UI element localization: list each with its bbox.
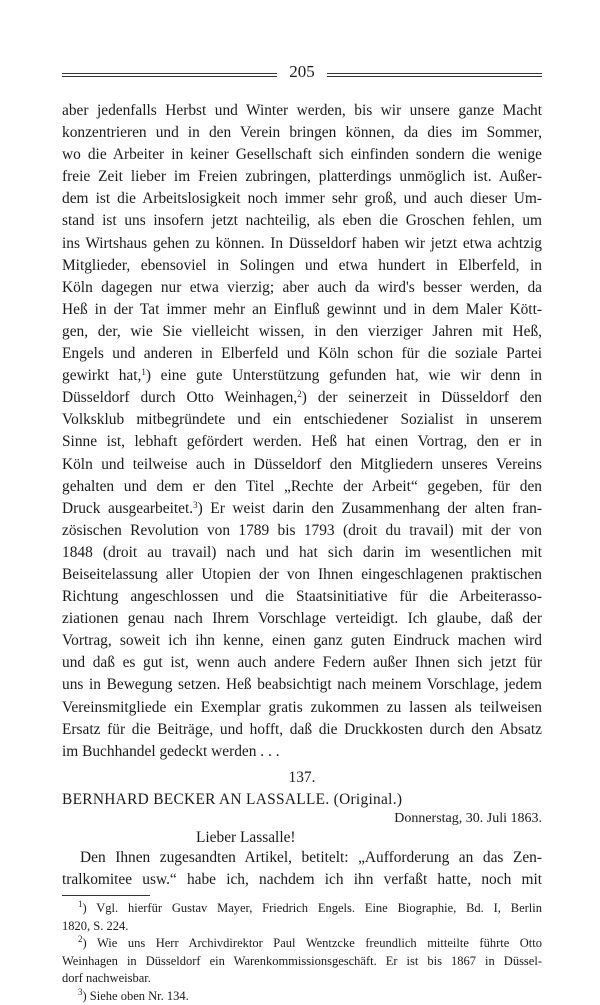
footnote-marker: 2	[78, 935, 83, 944]
footnote-line: dorf nachweisbar.	[62, 970, 542, 988]
letter-title: BERNHARD BECKER AN LASSALLE. (Original.)	[62, 791, 542, 809]
text-line-with-ref: gewirkt hat,$^1$) eine gute Unterstützung gefunden hat, wie wir denn in	[62, 365, 542, 387]
text-line: Volksklub mitbegründete und ein entschiedener Sozialist in unserem	[62, 409, 542, 431]
text-segment: Düsseldorf durch Otto Weinhagen,	[62, 389, 297, 406]
text-line: Sinne ist, lebhaft gefördert werden. Heß hat einen Vortrag, den er in	[62, 431, 542, 453]
text-line: wo die Arbeiter in keiner Gesellschaft sich einfinden sondern die wenige	[62, 144, 542, 166]
page-number: 205	[62, 62, 542, 82]
text-line: Köln und teilweise auch in Düsseldorf den Mitgliedern unseres Vereins	[62, 454, 542, 476]
text-segment: Wie uns Herr Archivdirektor Paul Wentzcke freundlich mitteilte führte Otto	[97, 936, 542, 950]
footnote-line: $^1$) Vgl. hierfür Gustav Mayer, Friedrich Engels. Eine Biographie, Bd. I, Berlin	[62, 900, 542, 918]
text-line: zösischen Revolution von 1789 bis 1793 (droit du travail) mit der von	[62, 520, 542, 542]
text-line: Engels und anderen in Elberfeld und Köln schon für die soziale Partei	[62, 343, 542, 365]
text-line: Beiseitelassung aller Utopien der von Ihnen eingeschlagenen praktischen	[62, 564, 542, 586]
page-header	[62, 60, 542, 90]
text-segment: gewirkt hat,	[62, 367, 141, 384]
text-line: freie Zeit lieber im Freien zubringen, platterdings unmöglich ist. Außer-	[62, 166, 542, 188]
text-line: gehalten und dem er den Titel „Rechte der Arbeit“ gegeben, für den	[62, 476, 542, 498]
text-segment: eine gute Unterstützung gefunden hat, wie wir denn in	[151, 367, 542, 384]
footnote-marker: 3	[78, 988, 83, 997]
text-line-with-ref: Druck ausgearbeitet.$^3$) Er weist darin den Zusammenhang der alten fran-	[62, 498, 542, 520]
text-line: Köln dagegen nur etwa vierzig; aber auch da wird's besser werden, da	[62, 277, 542, 299]
text-line: stand ist uns insofern jetzt nachteilig, als eben die Groschen fehlen, um	[62, 210, 542, 232]
text-line-with-ref: Düsseldorf durch Otto Weinhagen,$^2$) der seinerzeit in Düsseldorf den	[62, 387, 542, 409]
footnote-3	[62, 988, 542, 1005]
footnote-marker: 1	[78, 900, 83, 909]
footnote-ref-2[interactable]: 2	[297, 389, 302, 399]
text-line: Vortrag, soweit ich ihn kenne, einen ganz guten Eindruck machen wird	[62, 630, 542, 652]
text-line: uns in Bewegung setzen. Heß beabsichtigt nach meinem Vorschlage, jedem	[62, 674, 542, 696]
text-line: und daß es gut ist, wenn auch andere Federn außer Ihnen sich jetzt für	[62, 652, 542, 674]
text-line: 1848 (droit au travail) nach und hat sich darin im wesentlichen mit	[62, 542, 542, 564]
letter-number: 137.	[62, 769, 542, 787]
footnote-line: Weinhagen in Düsseldorf ein Warenkommissionsgeschäft. Er ist bis 1867 in Düssel-	[62, 953, 542, 971]
footnote-separator	[62, 895, 150, 896]
text-line: ziationen genau nach Ihrem Vorschlage verteidigt. Ich glaube, daß der	[62, 608, 542, 630]
footnote-line: $^3$) Siehe oben Nr. 134.	[62, 988, 542, 1005]
text-line: Mitglieder, ebensoviel in Solingen und etwa hundert in Elberfeld, in	[62, 255, 542, 277]
text-line: Vereinsmitgliede ein Exemplar gratis zukommen zu lassen als teilweisen	[62, 697, 542, 719]
text-line: ins Wirtshaus gehen zu können. In Düsseldorf haben wir jetzt etwa achtzig	[62, 233, 542, 255]
text-line: Richtung angeschlossen und die Staatsinitiative für die Arbeiterasso-	[62, 586, 542, 608]
text-segment: Vgl. hierfür Gustav Mayer, Friedrich Engels. Eine Biographie, Bd. I, Berlin	[96, 901, 542, 915]
text-line: aber jedenfalls Herbst und Winter werden, bis wir unsere ganze Macht	[62, 100, 542, 122]
text-line: dem ist die Arbeitslosigkeit noch immer sehr groß, und auch dieser Um-	[62, 188, 542, 210]
footnote-ref-1[interactable]: 1	[141, 367, 146, 377]
text-segment: der seinerzeit in Düsseldorf den	[307, 389, 542, 406]
book-page	[62, 60, 542, 1005]
text-segment: Druck ausgearbeitet.	[62, 500, 193, 517]
text-line: Ersatz für die Beiträge, und hofft, daß die Druckkosten durch den Absatz	[62, 719, 542, 741]
header-rule-right	[327, 73, 542, 77]
footnote-1	[62, 900, 542, 935]
footnote-line: $^2$) Wie uns Herr Archivdirektor Paul Wentzcke freundlich mitteilte führte Otto	[62, 935, 542, 953]
letter-continuation-paragraph	[62, 100, 542, 763]
text-line: Heß in der Tat immer mehr an Einfluß gewinnt und in dem Maler Kött-	[62, 299, 542, 321]
footnote-2	[62, 935, 542, 988]
text-line: gen, der, wie Sie vielleicht wissen, in den vierziger Jahren mit Heß,	[62, 321, 542, 343]
letter-paragraph	[62, 847, 542, 891]
text-line: tralkomitee usw.“ habe ich, nachdem ich ihn verfaßt hatte, noch mit	[62, 869, 542, 891]
footnote-ref-3[interactable]: 3	[193, 500, 198, 510]
text-line: Den Ihnen zugesandten Artikel, betitelt: „Aufforderung an das Zen-	[62, 847, 542, 869]
footnotes	[62, 900, 542, 1005]
text-segment: Er weist darin den Zusammenhang der alten fran-	[203, 500, 542, 517]
text-segment: Siehe oben Nr. 134.	[90, 989, 189, 1003]
footnote-line: 1820, S. 224.	[62, 918, 542, 936]
text-line: im Buchhandel gedeckt werden . . .	[62, 741, 542, 763]
letter-date: Donnerstag, 30. Juli 1863.	[62, 811, 542, 827]
text-line: konzentrieren und in den Verein bringen können, da dies im Sommer,	[62, 122, 542, 144]
letter-greeting: Lieber Lassalle!	[196, 829, 542, 847]
